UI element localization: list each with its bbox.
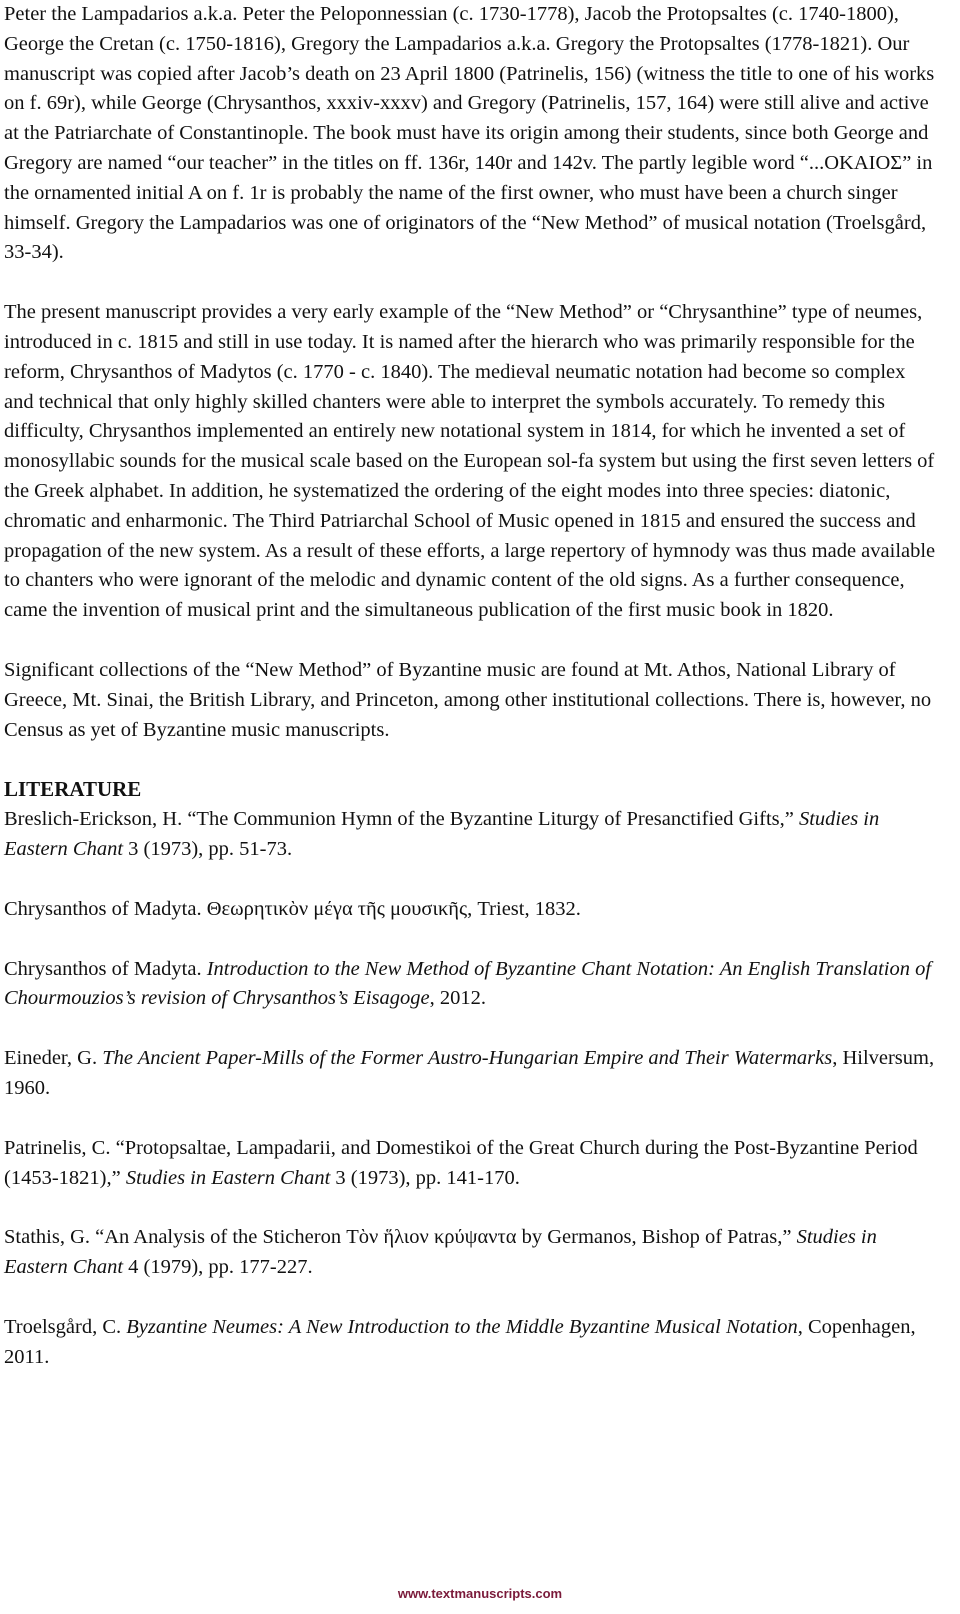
reference-title: Studies in Eastern Chant: [4, 808, 880, 860]
reference-text: Chrysanthos of Madyta. Θεωρητικὸν μέγα τῆς μουσικῆς, Triest, 1832.: [4, 897, 581, 920]
reference-title: Byzantine Neumes: A New Introduction to the Middle Byzantine Musical Notation: [126, 1315, 798, 1338]
reference-text: Troelsgård, C.: [4, 1315, 127, 1338]
reference-text: Stathis, G. “An Analysis of the Sticheron Τὸν ἥλιον κρύψαντα by Germanos, Bishop of Patras,”: [4, 1226, 797, 1249]
reference-text: 3 (1973), pp. 51-73.: [123, 837, 293, 860]
reference-item: [4, 955, 939, 1015]
literature-heading: LITERATURE: [4, 777, 142, 802]
reference-text: , Hilversum, 1960.: [4, 1047, 935, 1099]
footer-website-link[interactable]: www.textmanuscripts.com: [397, 1586, 563, 1601]
reference-text: 4 (1979), pp. 177-227.: [123, 1256, 313, 1279]
reference-item: [4, 1313, 939, 1373]
paragraph-composers: Peter the Lampadarios a.k.a. Peter the Peloponnessian (c. 1730-1778), Jacob the Protopsaltes (c. 1740-1800), George the Cretan (c. 1750-1816), Gregory the Lampadarios a.k.a. Gregory the Protopsaltes (1778-1821). Our manuscript was copied after Jacob’s death on 23 April 1800 (Patrinelis, 156) (witness the title to one of his works on f. 69r), while George (Chrysanthos, xxxiv-xxxv) and Gregory (Patrinelis, 157, 164) were still alive and active at the Patriarchate of Constantinople. The book must have its origin among their students, since both George and Gregory are named “our teacher” in the titles on ff. 136r, 140r and 142v. The partly legible word “...ΟΚΑΙΟΣ” in the ornamented initial A on f. 1r is probably the name of the first owner, who must have been a church singer himself. Gregory the Lampadarios was one of originators of the “New Method” of musical notation (Troelsgård, 33-34).: [4, 3, 935, 264]
reference-text: Breslich-Erickson, H. “The Communion Hymn of the Byzantine Liturgy of Presanctified Gifts,”: [4, 808, 799, 831]
paragraph-collections: Significant collections of the “New Method” of Byzantine music are found at Mt. Athos, National Library of Greece, Mt. Sinai, the British Library, and Princeton, among other institutional collections. There is, however, no Census as yet of Byzantine music manuscripts.: [4, 658, 932, 741]
reference-title: Studies in Eastern Chant: [125, 1166, 331, 1189]
reference-text: 3 (1973), pp. 141-170.: [330, 1166, 520, 1189]
reference-title: The Ancient Paper-Mills of the Former Austro-Hungarian Empire and Their Watermarks: [102, 1047, 833, 1070]
reference-item: [4, 1044, 939, 1104]
reference-title: Studies in Eastern Chant: [4, 1226, 877, 1279]
document-body: [4, 0, 939, 1372]
reference-text: Chrysanthos of Madyta.: [4, 957, 207, 980]
reference-text: , Copenhagen, 2011.: [4, 1315, 916, 1368]
reference-text: Eineder, G.: [4, 1047, 103, 1070]
paragraph-new-method: The present manuscript provides a very early example of the “New Method” or “Chrysanthine” type of neumes, introduced in c. 1815 and still in use today. It is named after the hierarch who was primarily responsible for the reform, Chrysanthos of Madytos (c. 1770 - c. 1840). The medieval neumatic notation had become so complex and technical that only highly skilled chanters were able to interpret the symbols accurately. To remedy this difficulty, Chrysanthos implemented an entirely new notational system in 1814, for which he invented a set of monosyllabic sounds for the musical scale based on the European sol-fa system but using the first seven letters of the Greek alphabet. In addition, he systematized the ordering of the eight modes into three species: diatonic, chromatic and enharmonic. The Third Patriarchal School of Music opened in 1815 and ensured the success and propagation of the new system. As a result of these efforts, a large repertory of hymnody was thus made available to chanters who were ignorant of the melodic and dynamic content of the old signs. As a further consequence, came the invention of musical print and the simultaneous publication of the first music book in 1820.: [4, 301, 936, 622]
reference-item: [4, 1223, 939, 1283]
reference-text: Patrinelis, C. “Protopsaltae, Lampadarii, and Domestikoi of the Great Church during the Post-Byzantine Period (1453-1821),”: [4, 1136, 918, 1189]
reference-title: Introduction to the New Method of Byzantine Chant Notation: An English Translation of Chourmouzios’s revision of Chrysanthos’s Eisagoge: [4, 957, 932, 1010]
reference-text: , 2012.: [429, 987, 486, 1010]
reference-item: [4, 895, 939, 925]
reference-item: [4, 805, 939, 865]
reference-item: [4, 1134, 939, 1194]
